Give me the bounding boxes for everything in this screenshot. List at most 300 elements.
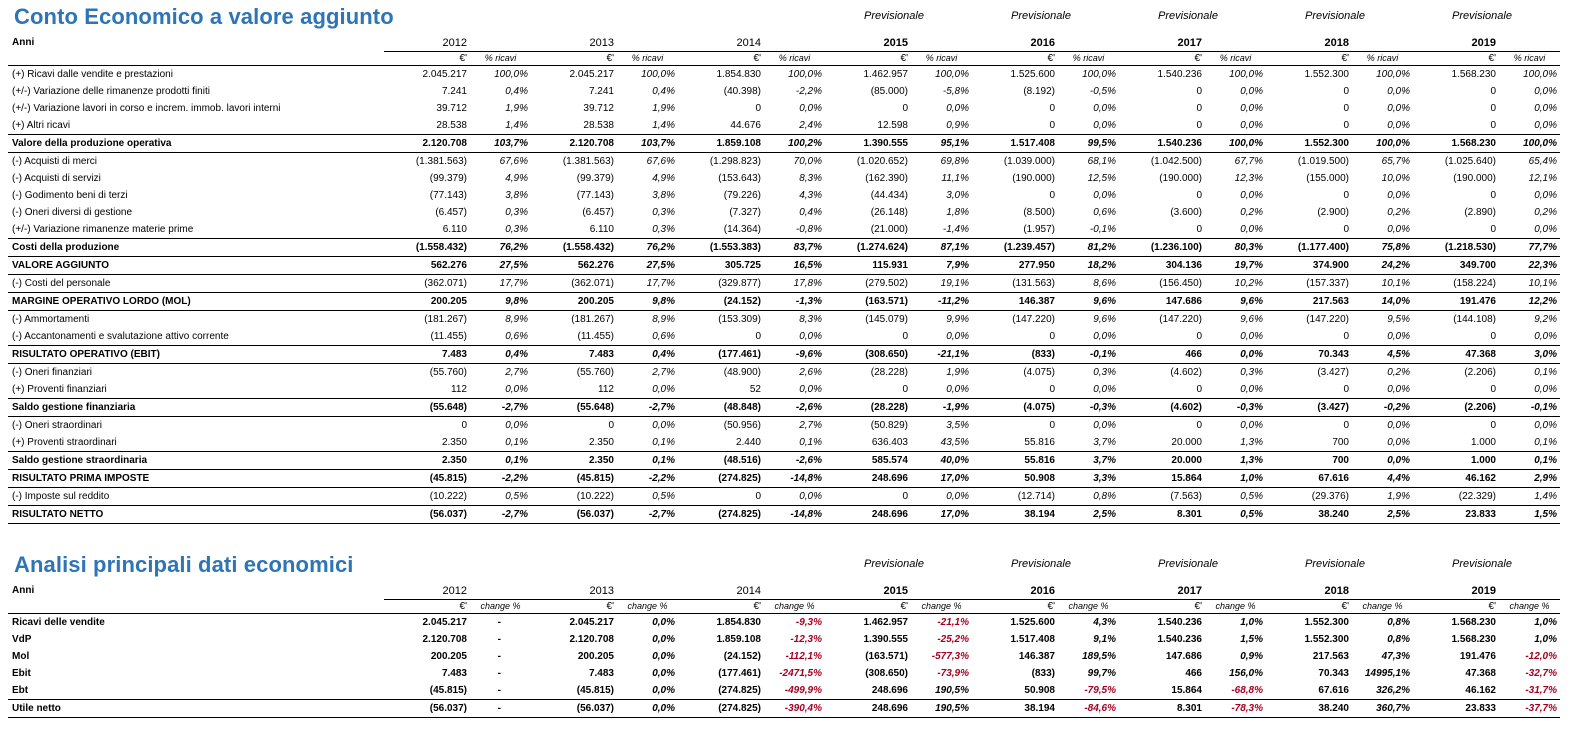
- pct-cell: 65,7%: [1381, 156, 1410, 167]
- value-cell: (156.450): [1159, 278, 1202, 289]
- value-cell: 15.864: [1171, 685, 1202, 696]
- value-cell: (3.427): [1317, 367, 1349, 378]
- value-cell: (10.222): [576, 491, 614, 502]
- value-cell: (158.224): [1453, 278, 1496, 289]
- value-cell: 1.517.408: [1010, 634, 1055, 645]
- pct-cell: 9,9%: [946, 314, 969, 325]
- pct-cell: -577,3%: [931, 651, 969, 662]
- value-cell: (29.376): [1311, 491, 1349, 502]
- row-label: Ricavi delle vendite: [12, 617, 105, 628]
- pct-cell: 100,2%: [764, 135, 825, 153]
- year-header: 2012: [442, 585, 467, 597]
- pct-cell: 12,3%: [1234, 173, 1263, 184]
- row-label: VdP: [12, 634, 32, 645]
- pct-cell: 0,8%: [1387, 634, 1410, 645]
- pct-cell: 0,0%: [1534, 224, 1557, 235]
- pct-cell: 100,0%: [1205, 135, 1266, 153]
- value-cell: (181.267): [424, 314, 467, 325]
- row-label: Utile netto: [8, 700, 384, 718]
- value-cell: (1.553.383): [678, 239, 764, 257]
- value-cell: (45.815): [429, 685, 467, 696]
- forecast-label: Previsionale: [864, 558, 924, 570]
- pct-cell: 1,3%: [1240, 437, 1263, 448]
- pct-cell: 0,0%: [1534, 120, 1557, 131]
- row-label: (-) Godimento beni di terzi: [12, 190, 128, 201]
- pct-cell: 14,0%: [1352, 293, 1413, 311]
- pct-cell: 0,0%: [652, 668, 675, 679]
- pct-cell: 12,5%: [1087, 173, 1116, 184]
- pct-cell: 19,7%: [1205, 257, 1266, 275]
- row-label: (-) Acquisti di merci: [12, 156, 98, 167]
- row-label: Costi della produzione: [8, 239, 384, 257]
- value-cell: (181.267): [571, 314, 614, 325]
- pct-cell: 70,0%: [793, 156, 822, 167]
- pct-header: change %: [764, 600, 825, 614]
- value-cell: 0: [1196, 120, 1202, 131]
- value-cell: (190.000): [1012, 173, 1055, 184]
- value-cell: (1.025.640): [1444, 156, 1496, 167]
- unit-header: €': [531, 600, 617, 614]
- pct-cell: -: [497, 651, 501, 662]
- pct-cell: -84,6%: [1058, 700, 1119, 718]
- value-cell: 1.462.957: [863, 617, 908, 628]
- year-header: 2019: [1471, 585, 1496, 597]
- pct-cell: -68,8%: [1231, 685, 1263, 696]
- value-cell: 0: [1490, 190, 1496, 201]
- value-cell: (3.427): [1266, 399, 1352, 417]
- table-row: [8, 257, 1560, 275]
- value-cell: 20.000: [1171, 437, 1202, 448]
- pct-header: % ricavi: [1499, 52, 1560, 66]
- pct-cell: 4,3%: [1093, 617, 1116, 628]
- value-cell: 0: [1049, 384, 1055, 395]
- value-cell: 1.525.600: [1010, 617, 1055, 628]
- value-cell: 248.696: [825, 700, 911, 718]
- value-cell: 217.563: [1312, 651, 1349, 662]
- value-cell: (144.108): [1453, 314, 1496, 325]
- pct-cell: -2,6%: [764, 452, 825, 470]
- pct-cell: -0,5%: [1089, 86, 1116, 97]
- value-cell: 2.120.708: [569, 634, 614, 645]
- unit-header: €': [678, 52, 764, 66]
- pct-cell: 0,2%: [1240, 207, 1263, 218]
- value-cell: 305.725: [678, 257, 764, 275]
- table-row: [8, 700, 1560, 718]
- pct-cell: -1,9%: [911, 399, 972, 417]
- table-row: [8, 452, 1560, 470]
- pct-cell: -0,3%: [1205, 399, 1266, 417]
- pct-cell: 4,9%: [652, 173, 675, 184]
- pct-cell: 0,3%: [652, 207, 675, 218]
- pct-cell: 0,4%: [799, 207, 822, 218]
- value-cell: (6.457): [435, 207, 467, 218]
- pct-cell: 360,7%: [1352, 700, 1413, 718]
- value-cell: 38.240: [1266, 700, 1352, 718]
- pct-cell: 0,0%: [505, 420, 528, 431]
- value-cell: 2.350: [531, 452, 617, 470]
- value-cell: 1.540.236: [1119, 135, 1205, 153]
- value-cell: (48.516): [678, 452, 764, 470]
- value-cell: (833): [1031, 668, 1055, 679]
- pct-cell: 0,0%: [799, 331, 822, 342]
- pct-cell: 0,0%: [1205, 346, 1266, 364]
- pct-cell: -2,7%: [617, 399, 678, 417]
- row-label: Ebt: [12, 685, 29, 696]
- pct-cell: -: [497, 685, 501, 696]
- year-header: 2014: [736, 37, 761, 49]
- pct-header: change %: [1205, 600, 1266, 614]
- pct-cell: 3,0%: [1499, 346, 1560, 364]
- pct-cell: 0,0%: [652, 685, 675, 696]
- table-row: [8, 311, 1560, 329]
- value-cell: 2.350: [588, 437, 614, 448]
- pct-cell: 67,6%: [499, 156, 528, 167]
- value-cell: 67.616: [1266, 470, 1352, 488]
- pct-header: change %: [470, 600, 531, 614]
- pct-cell: -2,7%: [470, 506, 531, 524]
- value-cell: (48.848): [678, 399, 764, 417]
- pct-header: change %: [1499, 600, 1560, 614]
- forecast-label: Previsionale: [1158, 558, 1218, 570]
- forecast-label: Previsionale: [1011, 10, 1071, 22]
- pct-cell: 0,0%: [652, 617, 675, 628]
- value-cell: (362.071): [571, 278, 614, 289]
- unit-header: €': [972, 600, 1058, 614]
- pct-cell: 0,0%: [1387, 190, 1410, 201]
- pct-cell: 17,8%: [793, 278, 822, 289]
- value-cell: (4.075): [1023, 367, 1055, 378]
- pct-cell: 2,7%: [505, 367, 528, 378]
- value-cell: (4.602): [1170, 367, 1202, 378]
- pct-cell: 0,8%: [1093, 491, 1116, 502]
- pct-cell: 3,7%: [1093, 437, 1116, 448]
- pct-cell: 0,9%: [1240, 651, 1263, 662]
- value-cell: (12.714): [1017, 491, 1055, 502]
- pct-cell: -11,2%: [911, 293, 972, 311]
- pct-cell: 87,1%: [911, 239, 972, 257]
- pct-cell: 0,0%: [652, 384, 675, 395]
- pct-header: % ricavi: [470, 52, 531, 66]
- value-cell: 1.859.108: [716, 634, 761, 645]
- pct-cell: -0,2%: [1352, 399, 1413, 417]
- pct-cell: -73,9%: [937, 668, 969, 679]
- table-row: [8, 631, 1560, 648]
- pct-cell: 9,2%: [1534, 314, 1557, 325]
- pct-cell: -1,3%: [764, 293, 825, 311]
- pct-cell: -9,6%: [764, 346, 825, 364]
- pct-cell: 1,4%: [505, 120, 528, 131]
- pct-cell: 68,1%: [1087, 156, 1116, 167]
- value-cell: 0: [755, 491, 761, 502]
- pct-cell: -9,3%: [795, 617, 822, 628]
- pct-cell: 0,0%: [946, 491, 969, 502]
- pct-cell: 0,4%: [505, 86, 528, 97]
- value-cell: 2.120.708: [531, 135, 617, 153]
- value-cell: 50.908: [972, 470, 1058, 488]
- value-cell: 0: [902, 103, 908, 114]
- value-cell: 0: [1343, 331, 1349, 342]
- value-cell: 147.686: [1119, 293, 1205, 311]
- pct-cell: 17,0%: [911, 470, 972, 488]
- pct-cell: 100,0%: [1229, 69, 1263, 80]
- pct-cell: 0,0%: [1093, 420, 1116, 431]
- pct-cell: 0,0%: [1387, 86, 1410, 97]
- value-cell: (24.152): [723, 651, 761, 662]
- value-cell: (50.829): [870, 420, 908, 431]
- pct-cell: 0,0%: [1387, 384, 1410, 395]
- value-cell: (274.825): [678, 506, 764, 524]
- pct-cell: -21,1%: [937, 617, 969, 628]
- pct-cell: 9,6%: [1205, 293, 1266, 311]
- table-row: [8, 417, 1560, 435]
- pct-cell: 3,7%: [1058, 452, 1119, 470]
- pct-cell: -390,4%: [764, 700, 825, 718]
- value-cell: 0: [1196, 420, 1202, 431]
- pct-cell: 1,0%: [1534, 634, 1557, 645]
- value-cell: (7.563): [1170, 491, 1202, 502]
- pct-cell: 0,0%: [1534, 384, 1557, 395]
- pct-cell: -21,1%: [911, 346, 972, 364]
- pct-cell: 0,0%: [1093, 120, 1116, 131]
- pct-cell: 0,3%: [1240, 367, 1263, 378]
- pct-cell: 100,0%: [1376, 69, 1410, 80]
- forecast-label: Previsionale: [1452, 10, 1512, 22]
- value-cell: 1.525.600: [1010, 69, 1055, 80]
- unit-header: €': [384, 52, 470, 66]
- forecast-label: Previsionale: [864, 10, 924, 22]
- table-row: [8, 153, 1560, 171]
- pct-cell: 0,0%: [1240, 331, 1263, 342]
- table-row: [8, 239, 1560, 257]
- value-cell: (190.000): [1453, 173, 1496, 184]
- value-cell: 7.241: [441, 86, 467, 97]
- pct-cell: 1,0%: [1205, 470, 1266, 488]
- pct-cell: 19,1%: [940, 278, 969, 289]
- pct-cell: 10,2%: [1234, 278, 1263, 289]
- value-cell: (1.381.563): [415, 156, 467, 167]
- value-cell: (55.648): [384, 399, 470, 417]
- pct-cell: 0,6%: [652, 331, 675, 342]
- pct-header: change %: [1352, 600, 1413, 614]
- value-cell: (131.563): [1012, 278, 1055, 289]
- table-row: [8, 506, 1560, 524]
- pct-cell: 0,1%: [1499, 452, 1560, 470]
- value-cell: 147.686: [1165, 651, 1202, 662]
- table-row: [8, 470, 1560, 488]
- pct-cell: 100,0%: [935, 69, 969, 80]
- value-cell: (1.558.432): [384, 239, 470, 257]
- pct-cell: 0,0%: [946, 384, 969, 395]
- pct-cell: 12,2%: [1499, 293, 1560, 311]
- value-cell: 1.552.300: [1304, 69, 1349, 80]
- value-cell: (1.177.400): [1266, 239, 1352, 257]
- pct-cell: 2,5%: [1058, 506, 1119, 524]
- pct-cell: -37,7%: [1499, 700, 1560, 718]
- value-cell: (14.364): [723, 224, 761, 235]
- row-label: MARGINE OPERATIVO LORDO (MOL): [8, 293, 384, 311]
- pct-cell: 83,7%: [764, 239, 825, 257]
- value-cell: 112: [451, 384, 467, 395]
- forecast-label: Previsionale: [1011, 558, 1071, 570]
- pct-cell: 65,4%: [1528, 156, 1557, 167]
- pct-cell: -2,7%: [617, 506, 678, 524]
- pct-cell: 77,7%: [1499, 239, 1560, 257]
- pct-cell: 0,0%: [1240, 224, 1263, 235]
- pct-cell: 9,1%: [1093, 634, 1116, 645]
- row-label: (+) Proventi finanziari: [12, 384, 107, 395]
- row-label: Saldo gestione straordinaria: [8, 452, 384, 470]
- unit-header: €': [1119, 600, 1205, 614]
- value-cell: 2.120.708: [384, 135, 470, 153]
- value-cell: (85.000): [870, 86, 908, 97]
- pct-cell: 4,3%: [799, 190, 822, 201]
- value-cell: (56.037): [384, 506, 470, 524]
- value-cell: (77.143): [429, 190, 467, 201]
- pct-cell: 156,0%: [1229, 668, 1263, 679]
- forecast-label: Previsionale: [1305, 10, 1365, 22]
- value-cell: (2.900): [1317, 207, 1349, 218]
- value-cell: 46.162: [1413, 470, 1499, 488]
- table-row: [8, 364, 1560, 382]
- pct-header: change %: [911, 600, 972, 614]
- value-cell: 0: [1490, 331, 1496, 342]
- value-cell: 7.483: [384, 346, 470, 364]
- pct-cell: 0,3%: [652, 224, 675, 235]
- value-cell: (45.815): [384, 470, 470, 488]
- value-cell: 28.538: [583, 120, 614, 131]
- table-row: [8, 293, 1560, 311]
- value-cell: 39.712: [436, 103, 467, 114]
- value-cell: 1.568.230: [1451, 634, 1496, 645]
- pct-cell: 189,5%: [1082, 651, 1116, 662]
- value-cell: 0: [755, 103, 761, 114]
- value-cell: 7.483: [588, 668, 614, 679]
- income-statement-title: Conto Economico a valore aggiunto: [14, 4, 394, 29]
- value-cell: 15.864: [1119, 470, 1205, 488]
- row-label: (+) Ricavi dalle vendite e prestazioni: [12, 69, 173, 80]
- value-cell: 700: [1266, 452, 1352, 470]
- pct-cell: 1,3%: [1205, 452, 1266, 470]
- row-label: (+) Proventi straordinari: [12, 437, 117, 448]
- pct-cell: 0,0%: [1240, 120, 1263, 131]
- value-cell: (26.148): [870, 207, 908, 218]
- unit-header: €': [678, 600, 764, 614]
- year-header: 2018: [1324, 37, 1349, 49]
- value-cell: 0: [1196, 331, 1202, 342]
- value-cell: 0: [1196, 384, 1202, 395]
- value-cell: 1.568.230: [1413, 135, 1499, 153]
- value-cell: 585.574: [825, 452, 911, 470]
- value-cell: 39.712: [583, 103, 614, 114]
- value-cell: 23.833: [1413, 700, 1499, 718]
- pct-cell: 100,0%: [1523, 69, 1557, 80]
- value-cell: (1.039.000): [1003, 156, 1055, 167]
- year-header: 2013: [589, 585, 614, 597]
- pct-cell: 0,0%: [1534, 103, 1557, 114]
- year-header: 2015: [883, 37, 908, 49]
- pct-cell: 0,2%: [1387, 367, 1410, 378]
- pct-cell: 4,9%: [505, 173, 528, 184]
- year-header: 2015: [883, 585, 908, 597]
- pct-cell: 4,5%: [1352, 346, 1413, 364]
- years-header-label: Anni: [12, 585, 35, 597]
- value-cell: 0: [1196, 224, 1202, 235]
- pct-cell: -12,0%: [1525, 651, 1557, 662]
- pct-cell: 0,8%: [1387, 617, 1410, 628]
- value-cell: 0: [1196, 190, 1202, 201]
- unit-header: €': [384, 600, 470, 614]
- economic-analysis-title: Analisi principali dati economici: [14, 552, 354, 577]
- pct-cell: 0,0%: [1387, 437, 1410, 448]
- pct-cell: 0,1%: [505, 437, 528, 448]
- value-cell: (55.760): [429, 367, 467, 378]
- pct-cell: 0,0%: [799, 384, 822, 395]
- table-row: [8, 346, 1560, 364]
- value-cell: 146.387: [1018, 651, 1055, 662]
- value-cell: (55.760): [576, 367, 614, 378]
- pct-cell: 16,5%: [764, 257, 825, 275]
- pct-cell: -0,1%: [1089, 224, 1116, 235]
- pct-cell: 40,0%: [911, 452, 972, 470]
- pct-cell: 0,0%: [1387, 120, 1410, 131]
- pct-cell: 0,0%: [652, 420, 675, 431]
- value-cell: 0: [1490, 120, 1496, 131]
- unit-header: €': [1266, 600, 1352, 614]
- value-cell: (308.650): [865, 668, 908, 679]
- table-row: [8, 135, 1560, 153]
- value-cell: 0: [755, 331, 761, 342]
- pct-cell: 2,4%: [799, 120, 822, 131]
- pct-header: % ricavi: [1205, 52, 1266, 66]
- value-cell: 0: [1196, 103, 1202, 114]
- pct-cell: 0,0%: [946, 103, 969, 114]
- pct-cell: 2,5%: [1352, 506, 1413, 524]
- value-cell: (147.220): [1159, 314, 1202, 325]
- value-cell: 0: [1343, 86, 1349, 97]
- value-cell: (153.309): [718, 314, 761, 325]
- pct-cell: 0,0%: [1240, 103, 1263, 114]
- value-cell: (147.220): [1012, 314, 1055, 325]
- pct-cell: 0,0%: [1534, 331, 1557, 342]
- table-row: [8, 83, 1560, 100]
- value-cell: 7.483: [531, 346, 617, 364]
- value-cell: 2.045.217: [422, 617, 467, 628]
- value-cell: (147.220): [1306, 314, 1349, 325]
- value-cell: (274.825): [678, 700, 764, 718]
- pct-cell: 0,0%: [1534, 420, 1557, 431]
- row-label: (-) Ammortamenti: [12, 314, 90, 325]
- value-cell: 38.194: [972, 506, 1058, 524]
- economic-analysis-table: [8, 583, 1560, 718]
- row-label: (-) Oneri straordinari: [12, 420, 103, 431]
- pct-cell: -32,7%: [1525, 668, 1557, 679]
- value-cell: (56.037): [531, 506, 617, 524]
- pct-cell: 0,5%: [652, 491, 675, 502]
- pct-cell: 326,2%: [1376, 685, 1410, 696]
- pct-cell: 67,6%: [646, 156, 675, 167]
- value-cell: 6.110: [442, 224, 467, 235]
- value-cell: 200.205: [577, 651, 614, 662]
- pct-cell: 9,6%: [1093, 314, 1116, 325]
- value-cell: (55.648): [531, 399, 617, 417]
- value-cell: 277.950: [972, 257, 1058, 275]
- value-cell: 0: [1196, 86, 1202, 97]
- pct-cell: 0,3%: [505, 207, 528, 218]
- pct-cell: 0,0%: [1093, 103, 1116, 114]
- row-label: (-) Imposte sul reddito: [12, 491, 110, 502]
- value-cell: 0: [1343, 384, 1349, 395]
- value-cell: 374.900: [1266, 257, 1352, 275]
